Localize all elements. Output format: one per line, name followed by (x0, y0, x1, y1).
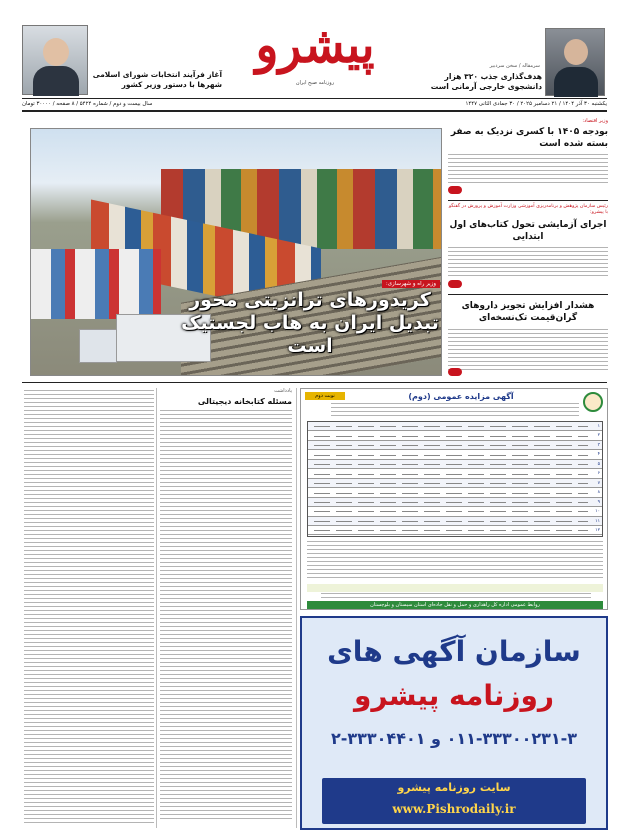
sidebar-title: هشدار افزایش تجویز داروهای گران‌قیمت تک‌نسخه‌ای (461, 301, 595, 323)
left-teaser-title[interactable]: آغاز فرآیند انتخابات شورای اسلامی شهرها با دستور وزیر کشور (92, 70, 222, 89)
row-number: ۱۲ (595, 527, 600, 533)
person-icon (43, 38, 69, 66)
issue-date: یکشنبه ۳۰ آذر ۱۴۰۴ / ۲۱ دسامبر ۲۰۲۵ / ۳۰ جمادی الثانی ۱۴۴۷ (465, 101, 607, 107)
logo[interactable] (240, 10, 390, 88)
row-number: ۸ (597, 490, 600, 496)
table-row (308, 441, 602, 450)
ad-site-url[interactable]: www.Pishrodaily.ir (392, 802, 516, 816)
logo-tagline: روزنامه صبح ایران (295, 80, 335, 86)
auction-badge: نوبت دوم (305, 392, 345, 400)
more-icon[interactable] (448, 368, 462, 376)
sidebar-kicker: وزیر اقتصاد: (582, 118, 608, 124)
more-icon[interactable] (448, 280, 462, 288)
row-number: ۴ (597, 452, 600, 458)
right-teaser-kicker: سرمقاله / سخن سردبیر (489, 63, 540, 69)
hero-kicker: وزیر راه و شهرسازی: (382, 280, 440, 288)
table-row (308, 498, 602, 507)
person-icon (564, 39, 588, 65)
table-row (308, 450, 602, 459)
table-row (308, 460, 602, 469)
ad-department-box[interactable] (300, 616, 608, 830)
table-row (308, 526, 602, 535)
sidebar-item-drugs[interactable] (448, 298, 608, 378)
row-number: ۲ (597, 433, 600, 439)
row-number: ۵ (597, 461, 600, 467)
row-number: ۱۱ (595, 518, 600, 524)
hero-headline[interactable] (180, 270, 440, 370)
auction-title: آگهی مزایده عمومی (دوم) (408, 392, 514, 401)
left-teaser-photo[interactable] (22, 25, 88, 95)
more-icon[interactable] (448, 186, 462, 194)
table-row (308, 517, 602, 526)
row-number: ۱۰ (595, 509, 600, 515)
org-logo-icon (583, 392, 603, 412)
ad-line2: روزنامه پیشرو (354, 679, 554, 712)
row-number: ۶ (597, 471, 600, 477)
right-teaser-title[interactable]: هدف‌گذاری جذب ۳۲۰ هزار دانشجوی خارجی آرمانی است (430, 72, 542, 91)
ad-phones[interactable]: ۰۱۱-۳۳۳۰۰۲۳۱-۳ و ۳۳۳۰۴۴۰۱-۲ (330, 729, 578, 748)
sidebar (448, 116, 608, 380)
table-row (308, 422, 602, 431)
ad-site-label: سایت روزنامه پیشرو (397, 781, 511, 794)
green-banner: روابط عمومی اداره کل راهداری و حمل و نقل جاده‌ای استان سیستان و بلوچستان (307, 601, 603, 609)
text-column-2 (24, 390, 154, 828)
sidebar-item-budget[interactable] (448, 118, 608, 198)
sidebar-kicker: رئیس سازمان پژوهش و برنامه‌ریزی آموزشی وزارت آموزش و پرورش در گفتگو با پیشرو: (448, 204, 608, 215)
table-row (308, 469, 602, 478)
sidebar-title: بودجه ۱۴۰۵ با کسری نزدیک به صفر بسته شده است (450, 127, 608, 149)
table-row (308, 507, 602, 516)
row-number: ۱ (597, 424, 600, 429)
hero-title: کریدورهای ترانزیتی محور تبدیل ایران به هاب لجستیک است (181, 289, 439, 357)
row-number: ۹ (597, 499, 600, 505)
culture-title[interactable]: مسئله کتابخانه دیجیتالی (197, 397, 292, 406)
row-number: ۳ (597, 442, 600, 448)
sidebar-item-textbooks[interactable] (448, 204, 608, 292)
right-teaser-photo[interactable] (545, 28, 605, 96)
culture-kicker: یادداشت (274, 388, 292, 394)
table-row (308, 479, 602, 488)
auction-ad[interactable] (300, 388, 608, 610)
logo-text: پیشرو (255, 15, 375, 74)
ad-line1: سازمان آگهی های (327, 635, 581, 668)
row-number: ۷ (597, 480, 600, 486)
masthead (0, 0, 620, 118)
table-row (308, 431, 602, 440)
culture-column (160, 388, 292, 828)
table-row (308, 488, 602, 497)
sidebar-title: اجرای آزمایشی تحول کتاب‌های اول ابتدایی (449, 220, 607, 242)
issue-number: سال بیست و دوم / شماره ۵۴۲۴ / ۸ صفحه / ۳۰۰۰۰ تومان (22, 101, 153, 107)
auction-table (307, 421, 603, 537)
